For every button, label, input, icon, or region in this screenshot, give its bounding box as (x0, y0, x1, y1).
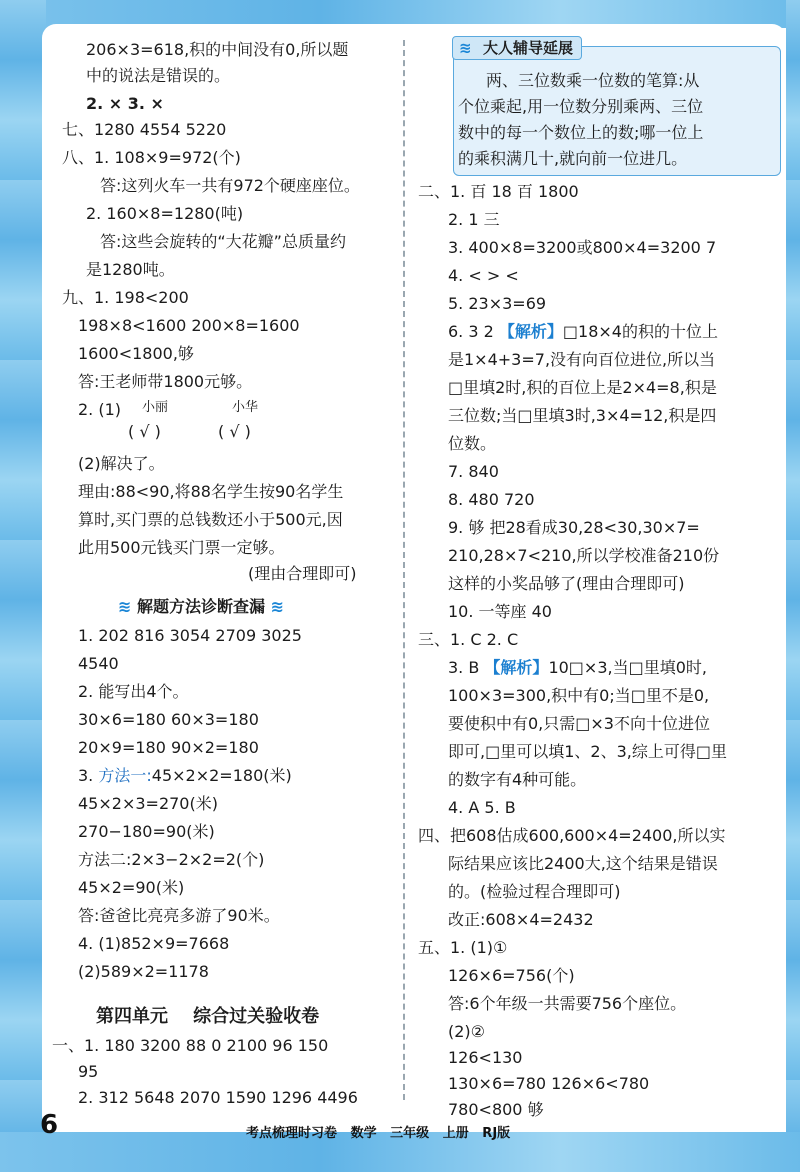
answer-line: 3. 400×8=3200或800×4=3200 7 (448, 238, 717, 257)
wave-icon: ≋ (459, 39, 472, 57)
analysis-tag: 【解析】 (484, 658, 549, 677)
answer-line: 7. 840 (448, 462, 499, 481)
answer-line: 270−180=90(米) (78, 822, 215, 841)
answer-line: 1. 202 816 3054 2709 3025 (78, 626, 302, 645)
decorative-border-left (0, 0, 46, 1172)
answer-line: 八、1. 108×9=972(个) (62, 148, 241, 167)
answer-line: 126<130 (448, 1048, 523, 1067)
answer-line: 的。(检验过程合理即可) (448, 882, 621, 901)
answer-line: 一、1. 180 3200 88 0 2100 96 150 (52, 1036, 329, 1055)
answer-line: 780<800 够 (448, 1100, 544, 1119)
answer-line: 方法二:2×3−2×2=2(个) (78, 850, 265, 869)
answer-line: 2. 1 三 (448, 210, 500, 229)
answer-line: 是1280吨。 (86, 260, 175, 279)
tip-text-line: 个位乘起,用一位数分别乘两、三位 (458, 97, 704, 116)
answer-line: (2)解决了。 (78, 454, 165, 473)
analysis-text: 10□×3,当□里填0时, (548, 658, 707, 677)
check-mark-xiaohua: ( √ ) (218, 422, 251, 441)
answer-line: 2. × 3. × (86, 94, 164, 113)
answer-line: 4540 (78, 654, 119, 673)
answer-line: 45×2×3=270(米) (78, 794, 218, 813)
answer-line: 210,28×7<210,所以学校准备210份 (448, 546, 720, 565)
answer-line: 七、1280 4554 5220 (62, 120, 227, 139)
answer-line: 2. (1) (78, 400, 122, 419)
answer-line (448, 656, 707, 680)
answer-line: 20×9=180 90×2=180 (78, 738, 259, 757)
answer-line: 5. 23×3=69 (448, 294, 547, 313)
answer-line: 206×3=618,积的中间没有0,所以题 (86, 40, 349, 59)
tip-text-line: 的乘积满几十,就向前一位进几。 (458, 149, 688, 168)
answer-line: 是1×4+3=7,没有向百位进位,所以当 (448, 350, 716, 369)
answer-line: 四、把608估成600,600×4=2400,所以实 (418, 826, 726, 845)
check-mark-xiaoli: ( √ ) (128, 422, 161, 441)
answer-line: 算时,买门票的总钱数还小于500元,因 (78, 510, 343, 529)
answer-line: 中的说法是错误的。 (86, 66, 231, 85)
answer-line: 的数字有4种可能。 (448, 770, 587, 789)
answer-line: 即可,□里可以填1、2、3,综上可得□里 (448, 742, 727, 761)
answer-line: 45×2=90(米) (78, 878, 185, 897)
equation: 45×2×2=180(米) (151, 766, 292, 785)
answer-line: 2. 能写出4个。 (78, 682, 189, 701)
name-label-xiaohua: 小华 (232, 400, 259, 415)
answer-line: 际结果应该比2400大,这个结果是错误 (448, 854, 718, 873)
answer-line: 改正:608×4=2432 (448, 910, 594, 929)
answer-line: 30×6=180 60×3=180 (78, 710, 259, 729)
answer-line: 198×8<1600 200×8=1600 (78, 316, 300, 335)
answer-line: 位数。 (448, 434, 497, 453)
answer-line: 2. 312 5648 2070 1590 1296 4496 (78, 1088, 358, 1107)
wave-icon: ≋ (118, 597, 132, 616)
answer-line: 100×3=300,积中有0;当□里不是0, (448, 686, 710, 705)
page-number: 6 (40, 1110, 59, 1140)
answer-line: □里填2时,积的百位上是2×4=8,积是 (448, 378, 717, 397)
answer-line: 10. 一等座 40 (448, 602, 552, 621)
answer-line: (2)589×2=1178 (78, 962, 209, 981)
answer-line (78, 764, 292, 788)
answer-line: 答:王老师带1800元够。 (78, 372, 253, 391)
analysis-tag: 【解析】 (498, 322, 563, 341)
name-label-xiaoli: 小丽 (142, 400, 169, 415)
answer-line: 答:这列火车一共有972个硬座座位。 (100, 176, 360, 195)
tip-box-tag (452, 36, 582, 60)
analysis-text: □18×4的积的十位上 (562, 322, 718, 341)
answer-line: 三、1. C 2. C (418, 630, 519, 649)
item-number: 3. (78, 766, 94, 785)
answer-line: 130×6=780 126×6<780 (448, 1074, 650, 1093)
answer-line: 九、1. 198<200 (62, 288, 189, 307)
answer-line: 4. A 5. B (448, 798, 516, 817)
answer-line: 要使积中有0,只需□×3不向十位进位 (448, 714, 710, 733)
answer-line: 95 (78, 1062, 99, 1081)
answer-line: 答:爸爸比亮亮多游了90米。 (78, 906, 280, 925)
answer-line: 此用500元钱买门票一定够。 (78, 538, 285, 557)
answer-line: 2. 160×8=1280(吨) (86, 204, 244, 223)
wave-icon: ≋ (270, 597, 284, 616)
answer-line: 1600<1800,够 (78, 344, 194, 363)
answer-line: 理由:88<90,将88名学生按90名学生 (78, 482, 344, 501)
tip-box-title: 大人辅导延展 (483, 39, 574, 57)
answer-line: 答:6个年级一共需要756个座位。 (448, 994, 687, 1013)
answer-line (448, 320, 718, 344)
answer-line: 8. 480 720 (448, 490, 535, 509)
section-title-diagnosis (118, 594, 284, 617)
answer-line: 4. < > < (448, 266, 519, 285)
section-title-text: 解题方法诊断查漏 (136, 597, 265, 616)
answer-line: (2)② (448, 1022, 486, 1041)
answer-line: 五、1. (1)① (418, 938, 508, 957)
unit-title: 第四单元 综合过关验收卷 (96, 1006, 320, 1027)
answer-line: 三位数;当□里填3时,3×4=12,积是四 (448, 406, 717, 425)
answer-line: 126×6=756(个) (448, 966, 575, 985)
column-divider (403, 40, 405, 1100)
answer-line: 9. 够 把28看成30,28<30,30×7= (448, 518, 700, 537)
answer-values: 3. B (448, 658, 480, 677)
tip-text-line: 两、三位数乘一位数的笔算:从 (486, 71, 700, 90)
tip-text-line: 数中的每一个数位上的数;哪一位上 (458, 123, 704, 142)
book-info: 考点梳理时习卷 数学 三年级 上册 RJ版 (246, 1126, 511, 1141)
answer-line: 这样的小奖品够了(理由合理即可) (448, 574, 685, 593)
answer-line: 4. (1)852×9=7668 (78, 934, 230, 953)
answer-values: 6. 3 2 (448, 322, 494, 341)
decorative-border-right (786, 0, 800, 1172)
answer-line: 答:这些会旋转的“大花瓣”总质量约 (100, 232, 346, 251)
method-label: 方法一: (98, 766, 152, 785)
answer-line: 二、1. 百 18 百 1800 (418, 182, 579, 201)
answer-line: (理由合理即可) (248, 564, 357, 583)
